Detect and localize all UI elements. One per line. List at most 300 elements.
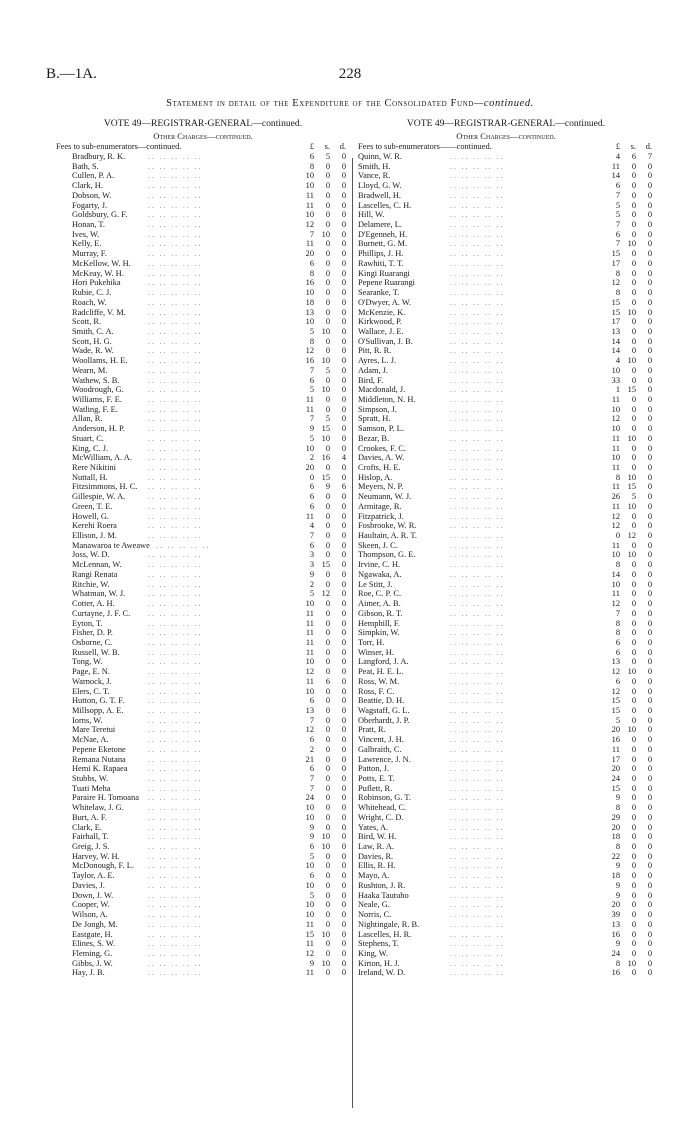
left-unit-shillings: s. xyxy=(324,142,330,151)
leader-dots: .. .. .. .. .. xyxy=(450,210,505,220)
entry-pence: 0 xyxy=(341,385,346,395)
entry-pounds: 0 xyxy=(615,531,620,541)
entry-pounds: 17 xyxy=(611,317,620,327)
entry-pounds: 9 xyxy=(309,958,314,968)
entry-shillings: 0 xyxy=(631,968,636,978)
entry-pounds: 2 xyxy=(309,453,314,463)
entry-pence: 0 xyxy=(341,880,346,890)
entry-shillings: 0 xyxy=(325,822,330,832)
entry-pence: 0 xyxy=(341,229,346,239)
entry-row xyxy=(56,755,350,765)
leader-dots: .. .. .. .. .. xyxy=(450,433,505,443)
entry-pounds: 10 xyxy=(305,686,314,696)
entry-pence: 0 xyxy=(341,871,346,881)
entry-shillings: 0 xyxy=(631,851,636,861)
entry-shillings: 10 xyxy=(627,307,636,317)
entry-pounds: 10 xyxy=(305,803,314,813)
entry-pence: 0 xyxy=(647,336,652,346)
leader-dots: .. .. .. .. .. xyxy=(148,463,203,472)
entry-name: Kingi Ruarangi xyxy=(358,268,410,278)
leader-dots: .. .. .. .. .. xyxy=(450,948,505,958)
entry-shillings: 0 xyxy=(631,210,636,220)
leader-dots: .. .. .. .. .. xyxy=(148,822,203,832)
entry-pence: 0 xyxy=(341,540,346,550)
entry-pence: 0 xyxy=(647,667,652,677)
entry-row xyxy=(358,541,654,551)
entry-pounds: 11 xyxy=(305,647,314,657)
entry-pence: 0 xyxy=(341,657,346,667)
entry-shillings: 0 xyxy=(325,307,330,317)
entry-row xyxy=(56,366,350,376)
leader-dots: .. .. .. .. .. xyxy=(148,404,203,414)
entry-name: Wilson, A. xyxy=(72,910,108,920)
entry-name: Samson, P. L. xyxy=(358,424,404,434)
entry-pounds: 7 xyxy=(309,783,314,793)
entry-pounds: 7 xyxy=(615,239,620,249)
entry-name: Bird, F. xyxy=(358,375,384,385)
entry-shillings: 0 xyxy=(631,910,636,920)
entry-row xyxy=(56,939,350,949)
entry-row xyxy=(56,735,350,745)
entry-name: Gillespie, W. A. xyxy=(72,492,126,502)
entry-pence: 0 xyxy=(647,560,652,570)
entry-pence: 0 xyxy=(341,637,346,647)
leader-dots: .. .. .. .. .. xyxy=(450,744,505,754)
right-subheading: Other Charges—continued. xyxy=(456,131,556,141)
entry-pence: 0 xyxy=(647,851,652,861)
entry-row xyxy=(358,181,654,191)
leader-dots: .. .. .. .. .. xyxy=(450,919,505,929)
entry-shillings: 0 xyxy=(631,414,636,424)
leader-dots: .. .. .. .. .. xyxy=(450,958,505,968)
entry-name: Howell, G. xyxy=(72,511,109,521)
entry-name: Peat, H. E. L. xyxy=(358,667,404,677)
leader-dots: .. .. .. .. .. xyxy=(450,531,505,541)
leader-dots: .. .. .. .. .. xyxy=(148,832,203,842)
entry-pence: 0 xyxy=(647,472,652,482)
entry-shillings: 0 xyxy=(631,657,636,667)
entry-pence: 0 xyxy=(341,463,346,472)
entry-shillings: 0 xyxy=(325,919,330,929)
leader-dots: .. .. .. .. .. xyxy=(450,861,505,871)
entry-shillings: 10 xyxy=(321,832,330,842)
entry-pence: 0 xyxy=(341,414,346,424)
entry-name: Joss, W. D. xyxy=(72,550,110,560)
entry-row xyxy=(56,269,350,279)
entry-name: McNae, A. xyxy=(72,735,109,745)
leader-dots: .. .. .. .. .. xyxy=(450,696,505,706)
leader-dots: .. .. .. .. .. xyxy=(450,900,505,910)
entry-shillings: 0 xyxy=(631,521,636,531)
entry-row xyxy=(56,278,350,288)
entry-pounds: 10 xyxy=(305,599,314,609)
entry-pounds: 11 xyxy=(611,443,620,453)
entry-name: Nuttall, H. xyxy=(72,472,108,482)
leader-dots: .. .. .. .. .. xyxy=(148,297,203,307)
entry-name: Law, R. A. xyxy=(358,842,394,852)
entry-row xyxy=(56,239,350,249)
entry-shillings: 0 xyxy=(325,618,330,628)
entry-shillings: 0 xyxy=(631,288,636,298)
entry-name: Potts, E. T. xyxy=(358,774,395,783)
entry-pounds: 18 xyxy=(611,871,620,881)
entry-pounds: 10 xyxy=(611,550,620,560)
entry-row xyxy=(358,920,654,930)
entry-pounds: 11 xyxy=(305,404,314,414)
leader-dots: .. .. .. .. .. xyxy=(148,871,203,881)
entry-pounds: 11 xyxy=(305,919,314,929)
entry-row xyxy=(56,327,350,337)
leader-dots: .. .. .. .. .. xyxy=(450,472,505,482)
right-section-lead: Fees to sub-enumerators——continued. xyxy=(358,142,492,151)
entry-name: Woollams, H. E. xyxy=(72,356,128,366)
entry-shillings: 0 xyxy=(325,258,330,268)
leader-dots: .. .. .. .. .. xyxy=(450,453,505,463)
entry-name: Iorns, W. xyxy=(72,715,103,725)
entry-shillings: 0 xyxy=(631,783,636,793)
entry-name: Burt, A. F. xyxy=(72,812,107,822)
entry-shillings: 10 xyxy=(321,326,330,336)
leader-dots: .. .. .. .. .. xyxy=(450,365,505,375)
entry-pounds: 12 xyxy=(305,948,314,958)
entry-pence: 0 xyxy=(647,880,652,890)
entry-pounds: 12 xyxy=(611,521,620,531)
entry-name: Curtayne, J. F. C. xyxy=(72,608,131,618)
entry-row xyxy=(358,327,654,337)
entry-name: Allan, R. xyxy=(72,414,103,424)
entry-pounds: 14 xyxy=(611,171,620,181)
entry-row xyxy=(56,502,350,512)
entry-shillings: 10 xyxy=(627,433,636,443)
leader-dots: .. .. .. .. .. xyxy=(148,910,203,920)
entry-pence: 0 xyxy=(647,297,652,307)
leader-dots: .. .. .. .. .. xyxy=(148,948,203,958)
entry-shillings: 0 xyxy=(631,608,636,618)
entry-pence: 0 xyxy=(647,618,652,628)
entry-name: Fitzpatrick, J. xyxy=(358,511,404,521)
leader-dots: .. .. .. .. .. xyxy=(450,968,505,978)
entry-pence: 0 xyxy=(341,919,346,929)
entry-row xyxy=(56,298,350,308)
entry-pounds: 11 xyxy=(611,501,620,511)
leader-dots: .. .. .. .. .. xyxy=(148,424,203,434)
entry-name: Skeen, J. C. xyxy=(358,540,398,550)
entry-row xyxy=(358,968,654,978)
entry-name: Crookes, F. C. xyxy=(358,443,406,453)
entry-shillings: 0 xyxy=(325,910,330,920)
entry-pounds: 5 xyxy=(309,385,314,395)
leader-dots: .. .. .. .. .. xyxy=(450,735,505,745)
entry-pence: 0 xyxy=(341,783,346,793)
entry-pounds: 10 xyxy=(611,579,620,589)
entry-pounds: 11 xyxy=(611,482,620,492)
entry-pence: 0 xyxy=(647,569,652,579)
entry-name: Ross, W. M. xyxy=(358,676,400,686)
entry-pence: 0 xyxy=(341,618,346,628)
entry-shillings: 0 xyxy=(631,463,636,472)
entry-name: Rubie, C. J. xyxy=(72,288,112,298)
entry-row xyxy=(56,550,350,560)
leader-dots: .. .. .. .. .. xyxy=(450,288,505,298)
entry-shillings: 10 xyxy=(627,725,636,735)
entry-pence: 0 xyxy=(647,890,652,900)
entry-pence: 0 xyxy=(647,871,652,881)
entry-pence: 0 xyxy=(647,774,652,783)
entry-pounds: 2 xyxy=(309,579,314,589)
entry-row xyxy=(358,745,654,755)
entry-pence: 0 xyxy=(341,822,346,832)
entry-pence: 0 xyxy=(647,939,652,949)
entry-pounds: 24 xyxy=(611,774,620,783)
entry-pounds: 11 xyxy=(305,968,314,978)
entry-pence: 0 xyxy=(647,239,652,249)
entry-pence: 0 xyxy=(341,550,346,560)
entry-shillings: 0 xyxy=(325,531,330,541)
entry-row xyxy=(56,191,350,201)
entry-pence: 0 xyxy=(341,433,346,443)
entry-name: Hay, J. B. xyxy=(72,968,105,978)
entry-shillings: 0 xyxy=(631,929,636,939)
entry-pounds: 11 xyxy=(611,744,620,754)
entry-row xyxy=(358,784,654,794)
entry-pounds: 20 xyxy=(305,249,314,259)
entry-shillings: 10 xyxy=(321,356,330,366)
entry-pounds: 8 xyxy=(309,336,314,346)
leader-dots: .. .. .. .. .. xyxy=(450,229,505,239)
entry-pounds: 14 xyxy=(611,569,620,579)
entry-name: Hemphill, F. xyxy=(358,618,400,628)
entry-name: McKenzie, K. xyxy=(358,307,406,317)
leader-dots: .. .. .. .. .. xyxy=(148,579,203,589)
entry-pence: 0 xyxy=(647,842,652,852)
entry-pence: 0 xyxy=(341,210,346,220)
entry-name: Hislop, A. xyxy=(358,472,393,482)
entry-name: Whitelaw, J. G. xyxy=(72,803,124,813)
left-subheading: Other Charges—continued. xyxy=(153,131,253,141)
entry-row xyxy=(358,385,654,395)
entry-pounds: 13 xyxy=(305,705,314,715)
entry-shillings: 0 xyxy=(631,880,636,890)
entry-pounds: 8 xyxy=(615,842,620,852)
entry-pounds: 6 xyxy=(309,482,314,492)
entry-row xyxy=(358,414,654,424)
entry-row xyxy=(358,930,654,940)
entry-pounds: 2 xyxy=(309,744,314,754)
entry-pounds: 10 xyxy=(305,210,314,220)
leader-dots: .. .. .. .. .. xyxy=(450,667,505,677)
entry-pence: 0 xyxy=(341,628,346,638)
entry-pounds: 12 xyxy=(611,278,620,288)
entry-row xyxy=(56,823,350,833)
entry-pence: 0 xyxy=(647,356,652,366)
entry-name: Russell, W. B. xyxy=(72,647,120,657)
leader-dots: .. .. .. .. .. xyxy=(148,861,203,871)
entry-row xyxy=(358,337,654,347)
entry-pence: 0 xyxy=(341,764,346,774)
entry-pence: 0 xyxy=(341,725,346,735)
entry-name: Crofts, H. E. xyxy=(358,463,401,472)
entry-name: Stuart, C. xyxy=(72,433,104,443)
leader-dots: .. .. .. .. .. xyxy=(450,608,505,618)
entry-row xyxy=(358,823,654,833)
entry-name: Pratt, R. xyxy=(358,725,386,735)
entry-name: Armitage, R. xyxy=(358,501,402,511)
entry-pounds: 22 xyxy=(611,851,620,861)
leader-dots: .. .. .. .. .. xyxy=(450,181,505,191)
entry-pence: 0 xyxy=(647,628,652,638)
entry-pounds: 9 xyxy=(309,424,314,434)
entry-shillings: 10 xyxy=(627,501,636,511)
entry-row xyxy=(358,201,654,211)
entry-row xyxy=(358,832,654,842)
entry-row xyxy=(358,444,654,454)
entry-row xyxy=(358,764,654,774)
entry-shillings: 0 xyxy=(631,919,636,929)
entry-name: Anderson, H. P. xyxy=(72,424,125,434)
entry-pounds: 3 xyxy=(309,560,314,570)
entry-row xyxy=(358,249,654,259)
entry-shillings: 9 xyxy=(325,482,330,492)
entry-name: Vance, R. xyxy=(358,171,391,181)
entry-name: Millsopp, A. E. xyxy=(72,705,124,715)
entry-pence: 0 xyxy=(341,968,346,978)
leader-dots: .. .. .. .. .. xyxy=(148,278,203,288)
entry-pence: 0 xyxy=(341,200,346,210)
leader-dots: .. .. .. .. .. xyxy=(148,190,203,200)
entry-pence: 0 xyxy=(647,414,652,424)
entry-pounds: 12 xyxy=(305,667,314,677)
leader-dots: .. .. .. .. .. xyxy=(450,356,505,366)
entry-pounds: 12 xyxy=(611,686,620,696)
entry-row xyxy=(358,531,654,541)
entry-pence: 0 xyxy=(647,249,652,259)
entry-row xyxy=(358,628,654,638)
entry-row xyxy=(56,201,350,211)
leader-dots: .. .. .. .. .. xyxy=(450,871,505,881)
entry-pence: 0 xyxy=(647,657,652,667)
entry-row xyxy=(358,220,654,230)
entry-row xyxy=(358,599,654,609)
entry-pounds: 15 xyxy=(611,307,620,317)
entry-row xyxy=(56,444,350,454)
entry-name: Roe, C. P. C. xyxy=(358,589,402,599)
entry-pounds: 11 xyxy=(611,540,620,550)
entry-pence: 0 xyxy=(647,268,652,278)
entry-shillings: 0 xyxy=(325,667,330,677)
entry-row xyxy=(358,619,654,629)
entry-pounds: 6 xyxy=(615,676,620,686)
entry-name: Scott, H. G. xyxy=(72,336,112,346)
leader-dots: .. .. .. .. .. xyxy=(450,326,505,336)
entry-pence: 0 xyxy=(647,637,652,647)
entry-pounds: 20 xyxy=(611,764,620,774)
entry-shillings: 0 xyxy=(325,511,330,521)
entry-pence: 0 xyxy=(341,317,346,327)
entry-pounds: 20 xyxy=(611,822,620,832)
entry-shillings: 0 xyxy=(325,249,330,259)
leader-dots: .. .. .. .. .. xyxy=(450,842,505,852)
entry-shillings: 0 xyxy=(325,871,330,881)
statement-title-continued: —continued. xyxy=(473,98,534,109)
entry-pounds: 8 xyxy=(615,628,620,638)
entry-shillings: 0 xyxy=(631,171,636,181)
entry-pounds: 10 xyxy=(305,171,314,181)
entry-name: Whatman, W. J. xyxy=(72,589,126,599)
entry-row xyxy=(358,288,654,298)
leader-dots: .. .. .. .. .. xyxy=(148,385,203,395)
entry-pence: 0 xyxy=(647,705,652,715)
entry-pence: 0 xyxy=(341,599,346,609)
entry-name: Davies, R. xyxy=(358,851,394,861)
entry-name: Haaka Tautuho xyxy=(358,890,409,900)
entry-pence: 0 xyxy=(647,783,652,793)
leader-dots: .. .. .. .. .. xyxy=(148,356,203,366)
entry-shillings: 0 xyxy=(325,744,330,754)
entry-shillings: 0 xyxy=(325,793,330,803)
entry-row xyxy=(56,473,350,483)
entry-pence: 0 xyxy=(341,346,346,356)
entry-row xyxy=(358,871,654,881)
entry-pounds: 6 xyxy=(615,229,620,239)
entry-row xyxy=(56,541,350,551)
leader-dots: .. .. .. .. .. xyxy=(450,200,505,210)
entry-name: Fleming, G. xyxy=(72,948,113,958)
entry-name: Rushton, J. R. xyxy=(358,880,406,890)
entry-pence: 0 xyxy=(341,735,346,745)
leader-dots: .. .. .. .. .. xyxy=(450,258,505,268)
entry-shillings: 0 xyxy=(325,288,330,298)
entry-pence: 6 xyxy=(341,482,346,492)
entry-row xyxy=(358,725,654,735)
entry-name: Green, T. E. xyxy=(72,501,113,511)
entry-pence: 0 xyxy=(341,394,346,404)
leader-dots: .. .. .. .. .. xyxy=(450,647,505,657)
entry-shillings: 15 xyxy=(627,385,636,395)
entry-shillings: 0 xyxy=(325,200,330,210)
entry-name: Cotter, A. H. xyxy=(72,599,115,609)
leader-dots: .. .. .. .. .. xyxy=(148,394,203,404)
entry-shillings: 0 xyxy=(325,501,330,511)
leader-dots: .. .. .. .. .. xyxy=(450,803,505,813)
entry-pence: 0 xyxy=(341,667,346,677)
entry-name: McKellow, W. H. xyxy=(72,258,131,268)
leader-dots: .. .. .. .. .. xyxy=(450,880,505,890)
entry-name: Down, J. W. xyxy=(72,890,114,900)
entry-pence: 0 xyxy=(341,715,346,725)
entry-row xyxy=(358,308,654,318)
entry-shillings: 0 xyxy=(325,696,330,706)
entry-name: Pitt, R. R. xyxy=(358,346,392,356)
entry-row xyxy=(358,376,654,386)
entry-pence: 0 xyxy=(647,958,652,968)
entry-row xyxy=(358,609,654,619)
column-divider xyxy=(352,158,353,1108)
entry-row xyxy=(358,842,654,852)
entry-shillings: 10 xyxy=(321,385,330,395)
leader-dots: .. .. .. .. .. xyxy=(450,482,505,492)
entry-pounds: 13 xyxy=(611,657,620,667)
entry-name: Middleton, N. H. xyxy=(358,394,416,404)
entry-row xyxy=(56,521,350,531)
entry-shillings: 5 xyxy=(325,365,330,375)
entry-pounds: 6 xyxy=(309,871,314,881)
leader-dots: .. .. .. .. .. xyxy=(148,492,203,502)
entry-shillings: 0 xyxy=(631,511,636,521)
entry-row xyxy=(56,395,350,405)
leader-dots: .. .. .. .. .. xyxy=(450,336,505,346)
leader-dots: .. .. .. .. .. xyxy=(450,676,505,686)
entry-name: Pepene Ruarangi xyxy=(358,278,415,288)
